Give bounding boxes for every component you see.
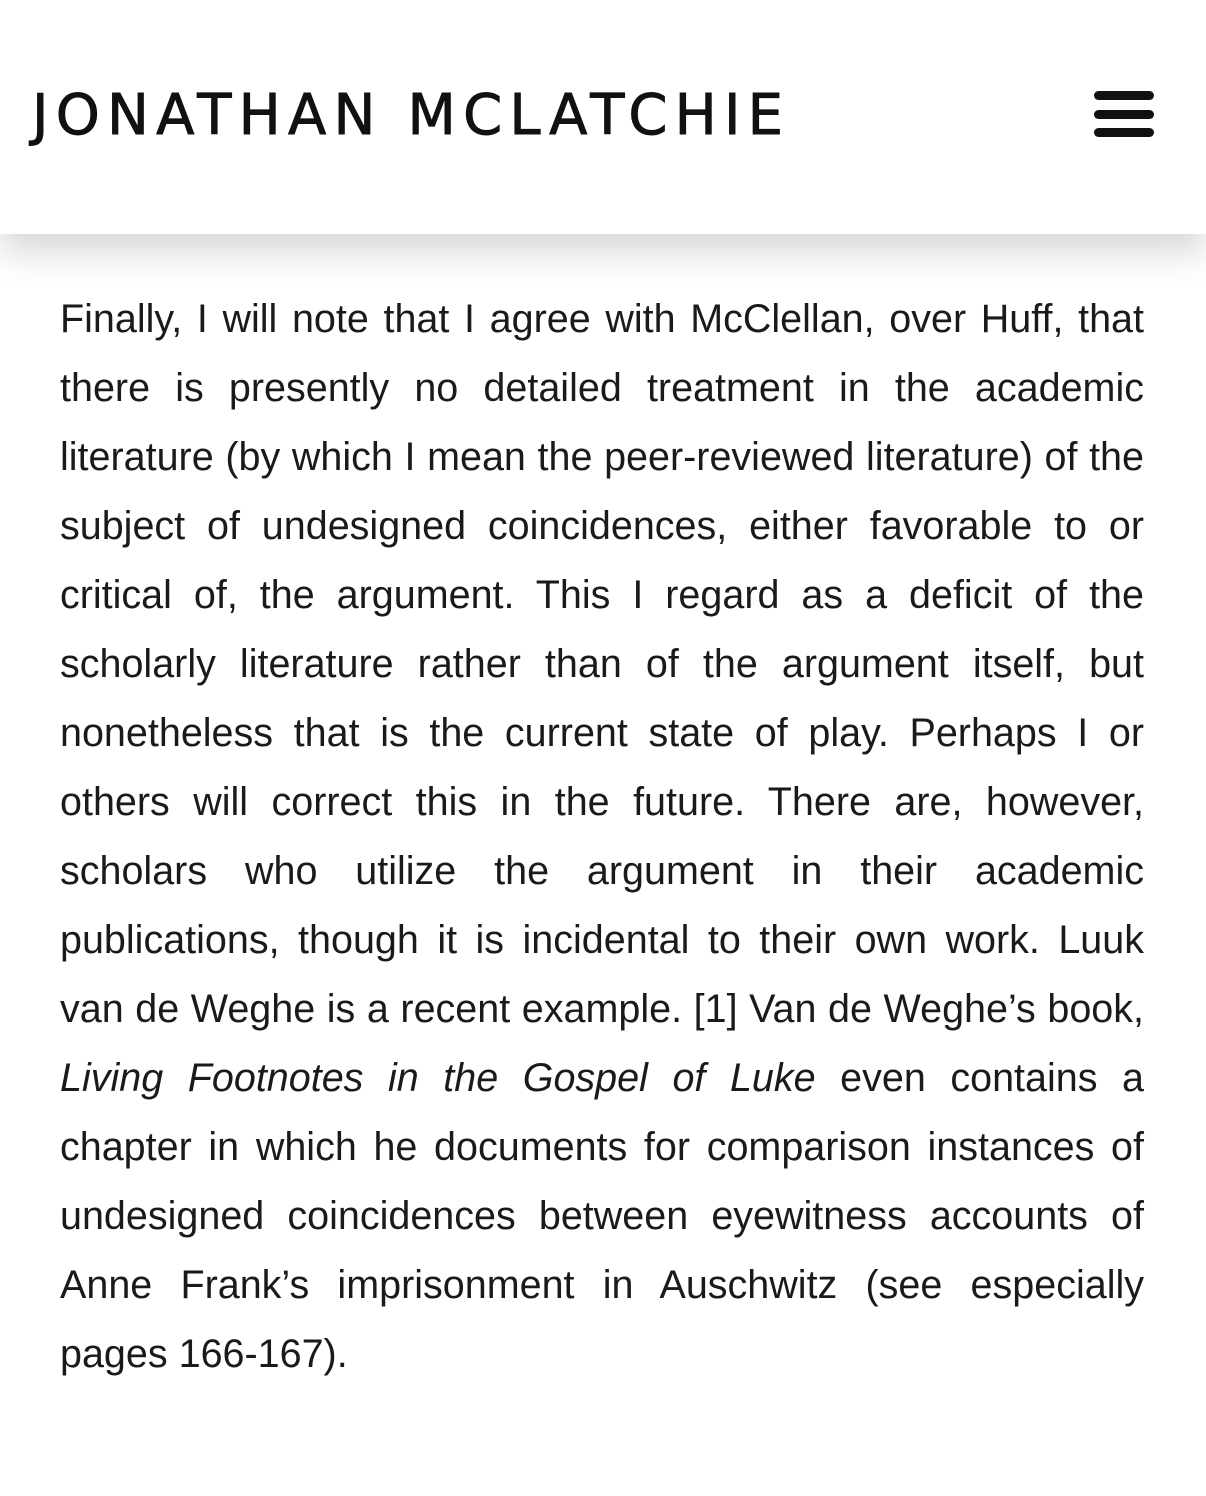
book-title: Living Footnotes in the Gospel of Luke <box>60 1056 816 1100</box>
hamburger-menu-icon[interactable] <box>1092 86 1160 142</box>
menu-bar-bottom <box>1094 128 1154 137</box>
article-paragraph <box>60 285 1144 1389</box>
site-title[interactable]: JONATHAN MCLATCHIE <box>32 83 791 148</box>
paragraph-text-part3: even contains a chapter in which he documents for comparison instances of undesigned coincidences between eyewitness accounts of Anne Frank’s imprisonment in Auschwitz (see especially pages 166-167). <box>60 1056 1144 1376</box>
menu-bar-top <box>1094 91 1154 100</box>
menu-bar-middle <box>1094 110 1154 119</box>
site-header <box>0 0 1206 234</box>
footnote-reference[interactable]: [1] <box>693 987 738 1031</box>
paragraph-text-part1: Finally, I will note that I agree with McClellan, over Huff, that there is presently no detailed treatment in the academic literature (by which I mean the peer-reviewed literature) of the subject of undesigned coincidences, either favorable to or critical of, the argument. This I regard as a deficit of the scholarly literature rather than of the argument itself, but nonetheless that is the current state of play. Perhaps I or others will correct this in the future. There are, however, scholars who utilize the argument in their academic publications, though it is incidental to their own work. Luuk van de Weghe is a recent example. <box>60 297 1144 1031</box>
article-body <box>60 285 1144 1389</box>
paragraph-text-part2: Van de Weghe’s book, <box>737 987 1144 1031</box>
